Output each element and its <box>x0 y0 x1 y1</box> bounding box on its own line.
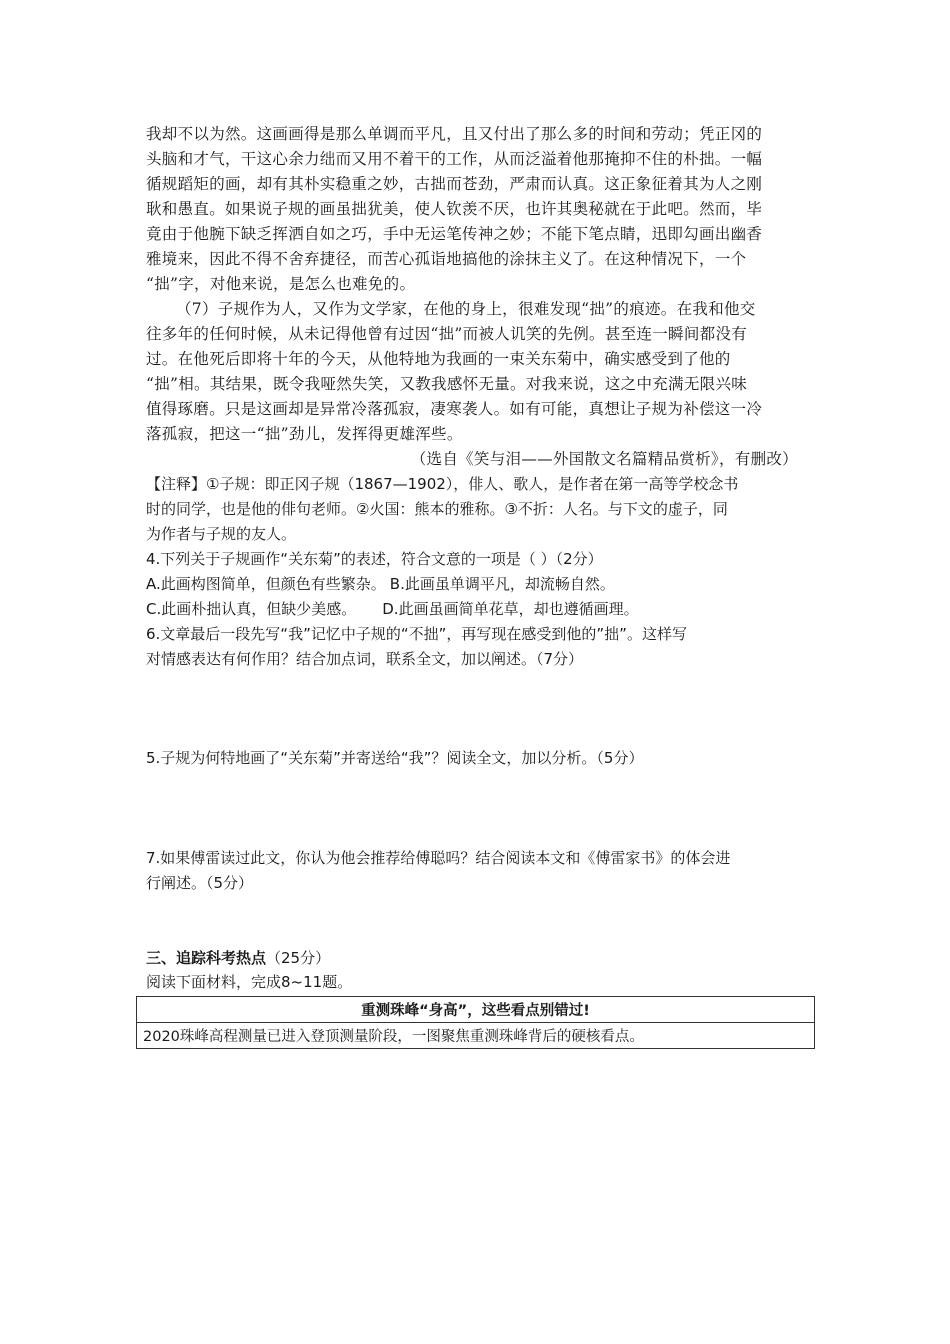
passage-paragraph-6 <box>146 122 806 297</box>
text-line: “拙”相。其结果，既令我哑然失笑，又教我感怀无量。对我来说，这之中充满无限兴味 <box>146 375 748 393</box>
question-6-line: 6.文章最后一段先写“我”记忆中子规的“不拙”，再写现在感受到他的”拙”。这样写 <box>146 625 687 643</box>
notes-label: 【注释】 <box>146 475 207 493</box>
text-line: “拙”字，对他来说，是怎么也难免的。 <box>146 275 416 293</box>
notes-line: ①子规：即正冈子规（1867—1902），俳人、歌人，是作者在第一高等学校念书 <box>206 475 739 493</box>
section-3-heading <box>146 946 814 971</box>
notes-line: 时的同学，也是他的俳句老师。②火国：熊本的雅称。③不折：人名。与下文的虚子，同 <box>146 500 728 518</box>
section-3-instruction: 阅读下面材料，完成8~11题。 <box>146 973 353 991</box>
question-7 <box>146 846 814 896</box>
question-6-line: 对情感表达有何作用？结合加点词，联系全文，加以阐述。（7分） <box>146 650 584 668</box>
question-7-line: 行阐述。（5分） <box>146 874 254 892</box>
table-header-cell: 重测珠峰“身高”，这些看点别错过! <box>137 997 815 1023</box>
table-row <box>137 1023 815 1049</box>
option-b: B.此画虽单调平凡，却流畅自然。 <box>389 575 615 593</box>
table-cell: 2020珠峰高程测量已进入登顶测量阶段，一图聚焦重测珠峰背后的硬核看点。 <box>137 1023 815 1049</box>
text-line: 往多年的任何时候，从未记得他曾有过因“拙”而被人讥笑的先例。甚至连一瞬间都没有 <box>146 325 748 343</box>
option-a: A.此画构图简单，但颜色有些繁杂。 <box>146 575 386 593</box>
section-3-title: 三、追踪科考热点 <box>146 949 267 967</box>
passage-paragraph-7 <box>146 297 806 447</box>
text-line: 头脑和才气，干这心余力绌而又用不着干的工作，从而泛溢着他那掩抑不住的朴拙。一幅 <box>146 150 763 168</box>
option-d: D.此画虽画简单花草，却也遵循画理。 <box>382 600 639 618</box>
notes-block <box>146 472 814 547</box>
text-line: 过。在他死后即将十年的今天，从他特地为我画的一束关东菊中，确实感受到了他的 <box>146 350 731 368</box>
question-4-stem: 4.下列关于子规画作“关东菊”的表述，符合文意的一项是（ ）（2分） <box>146 550 603 568</box>
table-row <box>137 997 815 1023</box>
section-3-score: （25分） <box>266 949 331 967</box>
text-line: 落孤寂，把这一“拙”劲儿，发挥得更雄浑些。 <box>146 425 463 443</box>
question-7-line: 7.如果傅雷读过此文，你认为他会推荐给傅聪吗？结合阅读本文和《傅雷家书》的体会进 <box>146 849 731 867</box>
text-line: 竟由于他腕下缺乏挥洒自如之巧，手中无运笔传神之妙；不能下笔点睛，迅即勾画出幽香 <box>146 225 763 243</box>
text-line: 值得琢磨。只是这画却是异常冷落孤寂，凄寒袭人。如有可能，真想让子规为补偿这一冷 <box>146 400 763 418</box>
question-4 <box>146 547 814 622</box>
option-c: C.此画朴拙认真，但缺少美感。 <box>146 600 357 618</box>
text-line: 我却不以为然。这画画得是那么单调而平凡，且又付出了那么多的时间和劳动；凭正冈的 <box>146 125 763 143</box>
question-6 <box>146 622 814 672</box>
passage-source: （选自《笑与泪——外国散文名篇精品赏析》，有删改） <box>410 450 798 468</box>
question-5: 5.子规为何特地画了“关东菊”并寄送给“我”？阅读全文，加以分析。（5分） <box>146 749 644 767</box>
notes-line: 为作者与子规的友人。 <box>146 525 297 543</box>
material-table <box>136 996 815 1049</box>
text-line: （7）子规作为人，又作为文学家，在他的身上，很难发现“拙”的痕迹。在我和他交 <box>176 300 756 318</box>
text-line: 耿和愚直。如果说子规的画虽拙犹美，使人钦羡不厌，也许其奥秘就在于此吧。然而，毕 <box>146 200 763 218</box>
text-line: 循规蹈矩的画，却有其朴实稳重之妙，古拙而苍劲，严肃而认真。这正象征着其为人之刚 <box>146 175 763 193</box>
text-line: 雅境来，因此不得不舍弃捷径，而苦心孤诣地搞他的涂抹主义了。在这种情况下，一个 <box>146 250 747 268</box>
